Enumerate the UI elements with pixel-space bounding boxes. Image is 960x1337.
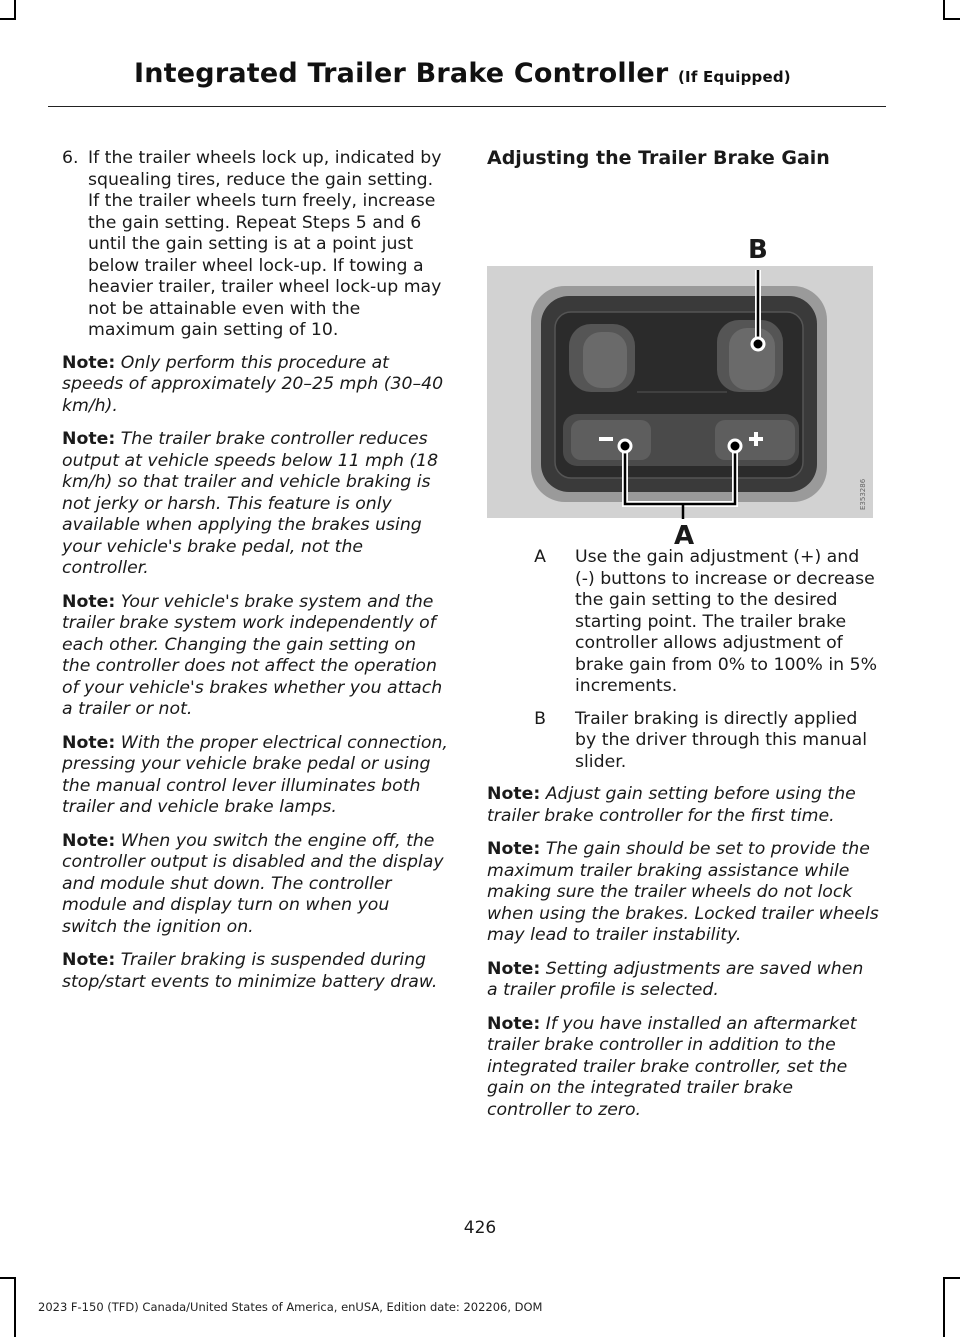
note-label: Note: bbox=[487, 839, 541, 859]
note-label: Note: bbox=[487, 1013, 541, 1034]
callout-a-label: A bbox=[674, 521, 695, 551]
crop-mark bbox=[943, 1277, 945, 1337]
note bbox=[62, 429, 448, 580]
controller-illustration bbox=[487, 194, 881, 519]
note-text: Adjust gain setting before using the trailer brake controller for the first time. bbox=[487, 784, 856, 826]
step-text: If the trailer wheels lock up, indicated by squealing tires, reduce the gain setting. If the trailer wheels turn freely, increase the gain setting. Repeat Steps 5 and 6 until the gain setting is at a point just below trailer wheel lock-up. If towing a heavier trailer, trailer wheel lock-up may not be attainable even with the maximum gain setting of 10. bbox=[88, 148, 442, 340]
crop-mark bbox=[943, 0, 945, 20]
note bbox=[62, 733, 448, 819]
crop-mark bbox=[943, 18, 960, 20]
section-heading: Adjusting the Trailer Brake Gain bbox=[487, 147, 830, 169]
left-column bbox=[62, 148, 448, 1005]
left-button bbox=[583, 332, 627, 388]
minus-icon bbox=[599, 437, 613, 441]
page-title-suffix: (If Equipped) bbox=[677, 68, 791, 86]
page-title bbox=[134, 58, 791, 89]
note bbox=[62, 353, 448, 418]
note bbox=[487, 1014, 879, 1122]
note bbox=[62, 592, 448, 721]
note bbox=[487, 784, 879, 827]
footer-edition: 2023 F-150 (TFD) Canada/United States of America, enUSA, Edition date: 202206, DOM bbox=[38, 1300, 543, 1314]
note-label: Note: bbox=[62, 591, 116, 612]
note-label: Note: bbox=[62, 950, 116, 970]
legend-key: A bbox=[534, 547, 546, 567]
note-label: Note: bbox=[62, 352, 116, 373]
legend-text: Use the gain adjustment (+) and (-) buttons to increase or decrease the gain setting to the desired starting point. The trailer brake controller allows adjustment of brake gain from 0% to 100% in 5% increments. bbox=[575, 547, 878, 696]
crop-mark bbox=[14, 0, 16, 20]
note-label: Note: bbox=[487, 784, 541, 804]
page-title-main: Integrated Trailer Brake Controller bbox=[134, 58, 669, 89]
note-text: If you have installed an aftermarket trailer brake controller in addition to the integrated trailer brake controller, set the gain on the integrated trailer brake controller to zero. bbox=[487, 1013, 857, 1120]
figure-code: E353286 bbox=[859, 478, 867, 510]
note-text: The gain should be set to provide the maximum trailer braking assistance while making sure the trailer wheels do not lock when using the brakes. Locked trailer wheels may lead to trailer instability. bbox=[487, 839, 879, 945]
manual-slider bbox=[729, 328, 775, 390]
note-text: Only perform this procedure at speeds of approximately 20–25 mph (30–40 km/h). bbox=[62, 352, 444, 416]
callout-a-dot-plus bbox=[729, 440, 741, 452]
legend-row bbox=[487, 709, 879, 774]
callout-b-label: B bbox=[748, 235, 768, 265]
note-text: The trailer brake controller reduces output at vehicle speeds below 11 mph (18 km/h) so that trailer and vehicle braking is not jerky or harsh. This feature is only available when applying the brakes using your vehicle's brake pedal, not the controller. bbox=[62, 429, 439, 578]
note-text: Trailer braking is suspended during stop/start events to minimize battery draw. bbox=[62, 950, 438, 992]
crop-mark bbox=[0, 1277, 16, 1279]
page-number: 426 bbox=[463, 1218, 497, 1238]
note-label: Note: bbox=[487, 958, 541, 979]
legend-key: B bbox=[534, 708, 546, 729]
right-column bbox=[487, 148, 879, 1133]
crop-mark bbox=[943, 1277, 960, 1279]
legend-row bbox=[487, 547, 879, 698]
note-label: Note: bbox=[62, 830, 116, 851]
step-number: 6. bbox=[62, 148, 79, 168]
header-divider bbox=[48, 106, 886, 107]
note-text: Setting adjustments are saved when a trailer profile is selected. bbox=[487, 958, 864, 1000]
note-text: Your vehicle's brake system and the trailer brake system work independently of each other. Changing the gain setting on the controller does not affect the operation of your vehicle's brakes whether you attach a trailer or not. bbox=[62, 591, 443, 719]
note-text: When you switch the engine off, the controller output is disabled and the display and module shut down. The controller module and display turn on when you switch the ignition on. bbox=[62, 830, 444, 937]
crop-mark bbox=[0, 18, 16, 20]
procedure-step bbox=[62, 148, 448, 342]
note bbox=[62, 831, 448, 939]
crop-mark bbox=[14, 1277, 16, 1337]
callout-a-dot-minus bbox=[619, 440, 631, 452]
note bbox=[62, 950, 448, 993]
note bbox=[487, 959, 879, 1002]
plus-icon-vertical bbox=[754, 432, 758, 446]
note-text: With the proper electrical connection, pressing your vehicle brake pedal or using the manual control lever illuminates both trailer and vehicle brake lamps. bbox=[62, 732, 448, 817]
note-label: Note: bbox=[62, 429, 116, 449]
legend-text: Trailer braking is directly applied by the driver through this manual slider. bbox=[575, 708, 868, 772]
callout-b-dot bbox=[752, 338, 764, 350]
note-label: Note: bbox=[62, 732, 116, 753]
trailer-brake-controller-figure bbox=[487, 194, 881, 551]
note bbox=[487, 839, 879, 947]
